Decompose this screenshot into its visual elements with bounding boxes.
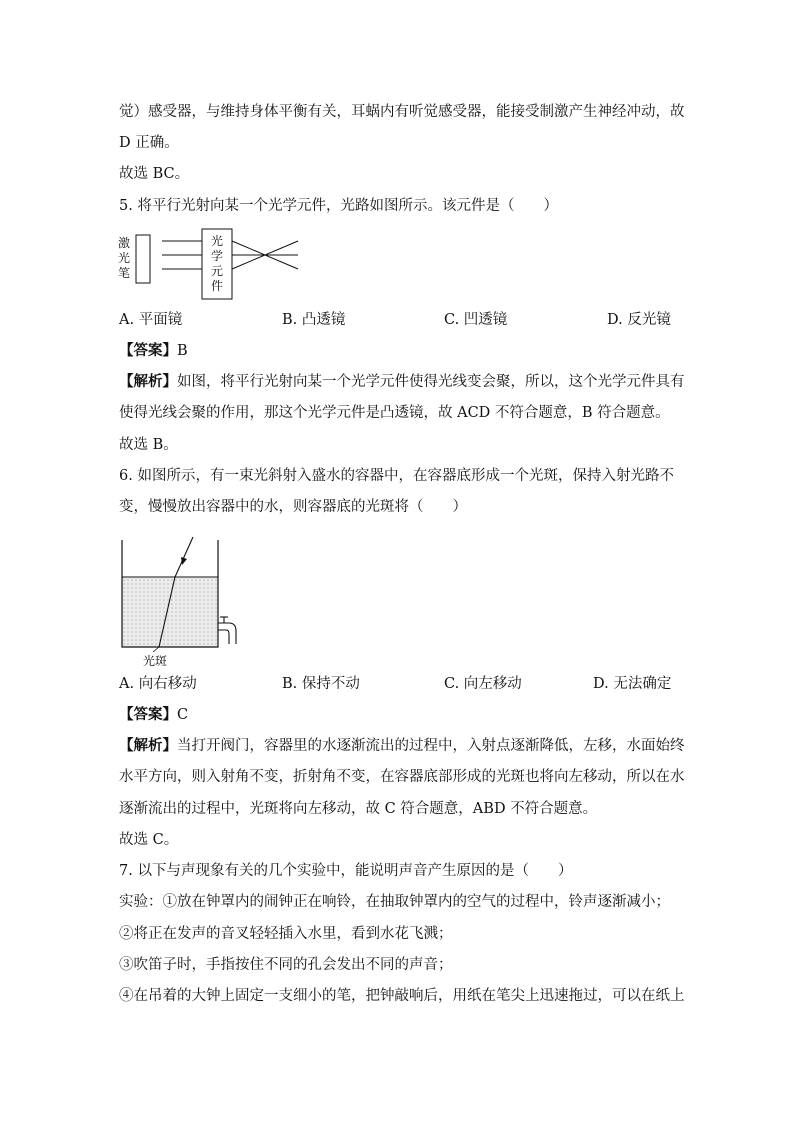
q6-analysis-3: 逐渐流出的过程中，光斑将向左移动，故 C 符合题意，ABD 不符合题意。 — [119, 801, 598, 817]
laser-pen-box — [136, 235, 150, 283]
q7-exp-2: ②将正在发声的音叉轻轻插入水里，看到水花飞溅； — [119, 926, 453, 942]
element-label-3: 件 — [211, 279, 224, 293]
q6-choose: 故选 C。 — [119, 832, 179, 848]
q5-stem: 5. 将平行光射向某一个光学元件，光路如图所示。该元件是（ ） — [119, 198, 558, 214]
q5-answer-tag: 【答案】 — [119, 342, 177, 359]
continuation-line-2: D 正确。 — [119, 135, 179, 151]
q5-option-b: B. 凸透镜 — [282, 312, 346, 328]
q7-exp-1: 实验：①放在钟罩内的闹钟正在响铃，在抽取钟罩内的空气的过程中，铃声逐渐减小； — [119, 894, 670, 910]
q6-stem-2: 变，慢慢放出容器中的水，则容器底的光斑将（ ） — [119, 499, 467, 515]
q7-exp-4: ④在吊着的大钟上固定一支细小的笔，把钟敲响后，用纸在笔尖上迅速拖过，可以在纸上 — [119, 988, 685, 1004]
q6-container-figure — [115, 535, 245, 670]
q6-answer-tag: 【答案】 — [119, 706, 177, 723]
laser-label-1: 光 — [118, 251, 131, 265]
element-label-0: 光 — [211, 234, 224, 248]
incident-arrow — [181, 557, 187, 565]
q5-option-d: D. 反光镜 — [607, 312, 671, 328]
q6-option-c: C. 向左移动 — [444, 676, 522, 692]
q7-exp-3: ③吹笛子时，手指按住不同的孔会发出不同的声音； — [119, 957, 453, 973]
q5-answer — [119, 341, 188, 361]
element-label-2: 元 — [211, 264, 224, 278]
q5-analysis-tag: 【解析】 — [119, 373, 177, 390]
q6-answer — [119, 705, 188, 725]
continuation-line-1: 觉）感受器，与维持身体平衡有关，耳蜗内有听觉感受器，能接受制激产生神经冲动，故 — [119, 104, 685, 120]
spot-label: 光斑 — [143, 654, 168, 668]
water — [122, 577, 218, 647]
q6-analysis-2: 水平方向，则入射角不变，折射角不变，在容器底部形成的光斑也将向左移动，所以在水 — [119, 769, 685, 785]
q5-answer-value: B — [177, 343, 188, 359]
q5-analysis-1 — [119, 372, 685, 392]
q6-stem-1: 6. 如图所示，有一束光斜射入盛水的容器中，在容器底形成一个光斑，保持入射光路不 — [119, 468, 674, 484]
q6-analysis-text-1: 当打开阀门，容器里的水逐渐流出的过程中，入射点逐渐降低，左移，水面始终 — [177, 738, 685, 754]
continuation-choose: 故选 BC。 — [119, 166, 190, 182]
q5-optics-figure — [118, 225, 308, 300]
q6-analysis-1 — [119, 736, 685, 756]
laser-label-0: 激 — [118, 236, 131, 250]
laser-label-2: 笔 — [118, 266, 131, 280]
q6-option-a: A. 向右移动 — [119, 676, 197, 692]
q5-analysis-text-1: 如图，将平行光射向某一个光学元件使得光线变会聚，所以，这个光学元件具有 — [177, 374, 685, 390]
incident-ray — [175, 537, 193, 577]
spot-pointer — [153, 647, 159, 652]
element-label-1: 学 — [211, 249, 224, 263]
q5-choose: 故选 B。 — [119, 437, 178, 453]
q5-option-a: A. 平面镜 — [119, 312, 183, 328]
q5-option-c: C. 凹透镜 — [444, 312, 508, 328]
q6-option-d: D. 无法确定 — [593, 676, 672, 692]
q6-option-b: B. 保持不动 — [282, 676, 360, 692]
q6-answer-value: C — [177, 707, 189, 723]
q5-analysis-2: 使得光线会聚的作用，那这个光学元件是凸透镜，故 ACD 不符合题意，B 符合题意。 — [119, 405, 670, 421]
q7-stem: 7. 以下与声现象有关的几个实验中，能说明声音产生原因的是（ ） — [119, 863, 573, 879]
q6-analysis-tag: 【解析】 — [119, 737, 177, 754]
valve-pipe — [218, 623, 236, 644]
